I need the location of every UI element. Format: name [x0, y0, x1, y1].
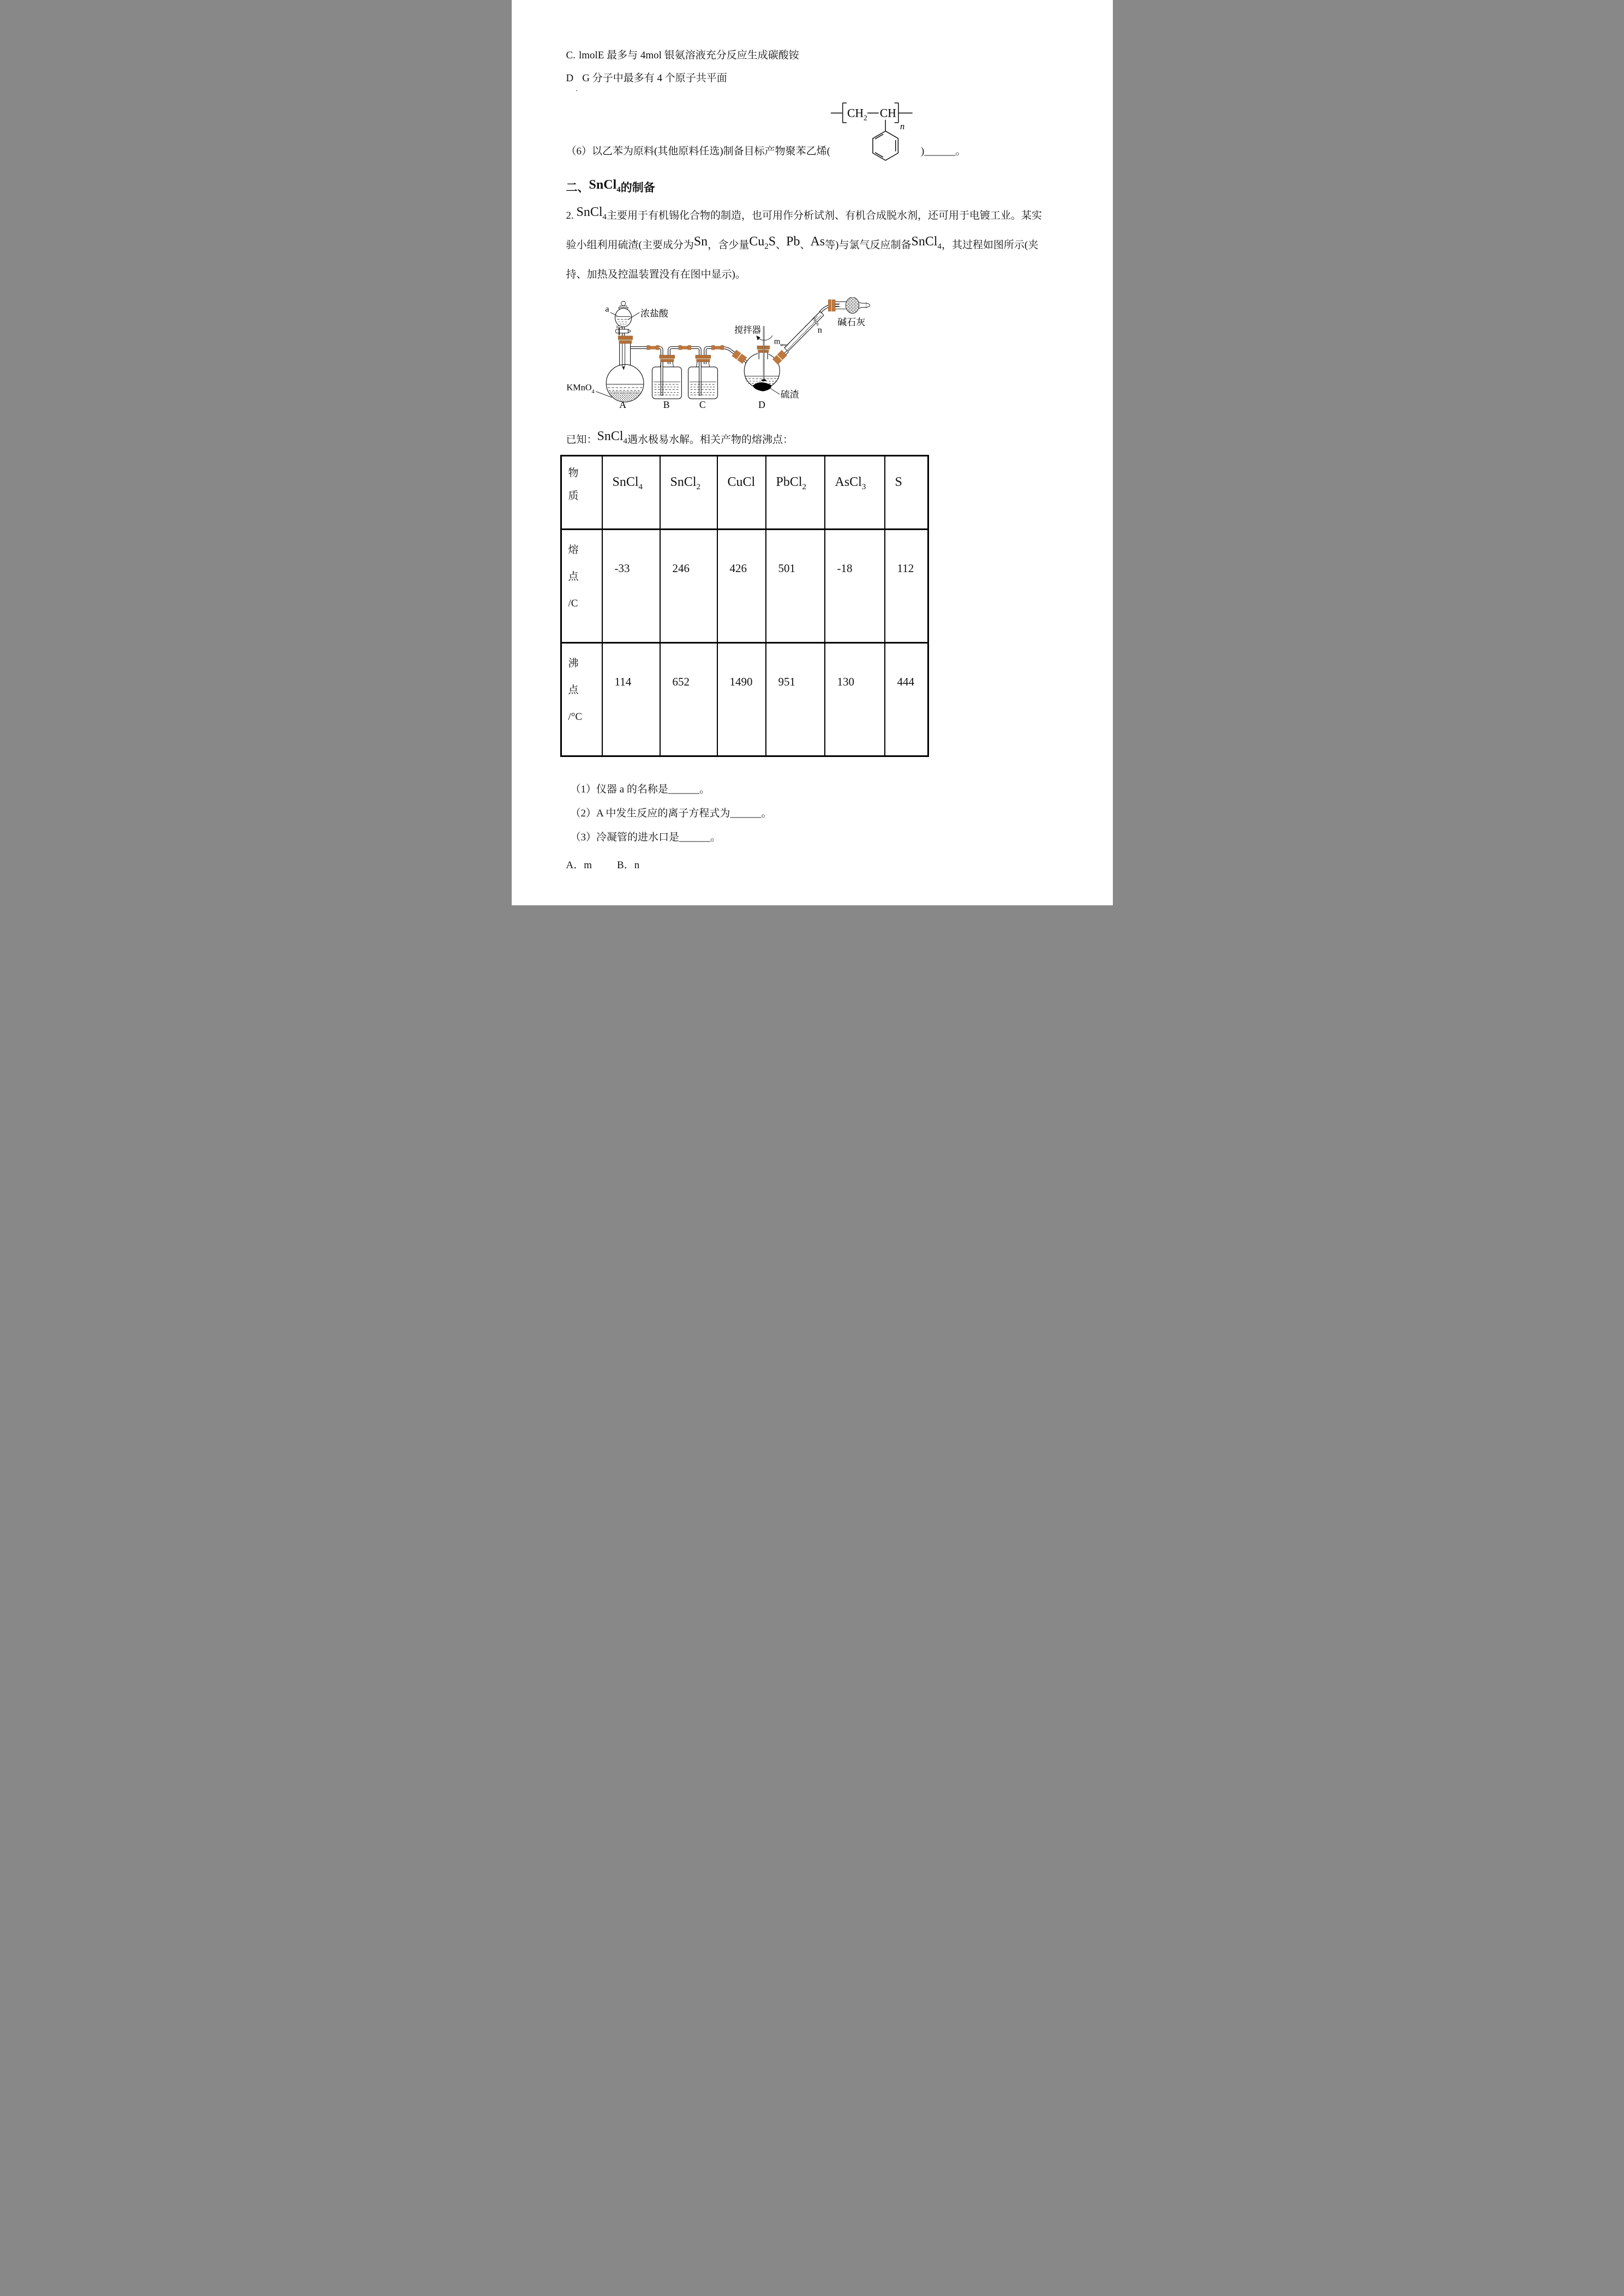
sncl4-formula: SnCl$_4$	[589, 178, 621, 194]
option-d-text: G 分子中最多有 4 个原子共平面	[582, 73, 727, 84]
polystyrene-structure	[830, 95, 918, 172]
label-a: a	[604, 304, 609, 314]
section-heading: 二、SnCl$_4$的制备	[566, 178, 655, 194]
sub-questions	[566, 782, 1065, 845]
header-substance: 物 质	[561, 456, 602, 530]
option-c-label: C.	[566, 50, 576, 61]
flask-a	[606, 336, 644, 402]
sub-question-1: （1）仪器 a 的名称是______。	[570, 784, 710, 795]
cell-value: 444	[885, 643, 928, 756]
cell-value: -18	[825, 530, 885, 643]
cell-value: 426	[717, 530, 766, 643]
header-sncl2: SnCl$_2$	[660, 456, 717, 530]
label-stirrer: 搅拌器	[734, 325, 761, 335]
header-ascl3: AsCl$_3$	[825, 456, 885, 530]
cell-value: 114	[602, 643, 660, 756]
cell-value: -33	[602, 530, 660, 643]
choices-row	[566, 858, 1065, 873]
question-6	[566, 95, 1065, 172]
apparatus-diagram	[566, 297, 915, 422]
header-pbcl2: PbCl$_2$	[766, 456, 825, 530]
row-label-melting: 熔 点 /C	[561, 530, 602, 643]
question-6-tail: )______。	[920, 146, 966, 157]
pointer-residue	[769, 388, 779, 394]
choice-b[interactable]: B．n	[617, 860, 640, 871]
cell-value: 652	[660, 643, 717, 756]
melting-boiling-table	[560, 455, 929, 757]
cell-value: 130	[825, 643, 885, 756]
bottle-b	[652, 355, 681, 399]
label-vessel-b: B	[663, 399, 670, 410]
cell-value: 951	[766, 643, 825, 756]
option-d-label: D	[566, 73, 574, 84]
drying-tube	[828, 297, 870, 314]
question-2-paragraph: 2. SnCl$_4$主要用于有机锡化合物的制造，也可用作分析试剂、有机合成脱水剂，还可用于电镀工业。某实 验小组利用硫渣(主要成分为Sn，含少量$Cu_2S$、Pb、As等)与氯气反应制备SnCl$_4$，其过程如图所示(夹 持、加热及控温装置没有在图中显示)。	[566, 205, 1042, 280]
row-label-boiling: 沸 点 /°C	[561, 643, 602, 756]
bottle-c	[688, 355, 717, 399]
condenser	[780, 311, 823, 351]
answer-blank-3[interactable]: ______	[679, 832, 711, 843]
header-s: S	[885, 456, 928, 530]
cell-value: 246	[660, 530, 717, 643]
stirrer-paddle	[761, 379, 766, 381]
header-cucl: CuCl	[717, 456, 766, 530]
label-kmno4: KMnO$_4$	[566, 382, 595, 395]
choice-a[interactable]: A．m	[566, 860, 592, 871]
n-subscript: n	[900, 121, 905, 132]
boiling-point-row	[561, 643, 928, 756]
cell-value: 112	[885, 530, 928, 643]
stray-mark: .	[576, 85, 578, 93]
known-info: 已知：SnCl$_4$遇水极易水解。相关产物的熔沸点：	[566, 429, 794, 446]
ch2-label: $CH_2$	[847, 106, 867, 122]
label-residue: 硫渣	[780, 389, 799, 400]
table-header-row	[561, 456, 928, 530]
melting-point-row	[561, 530, 928, 643]
label-n: n	[817, 325, 822, 335]
cell-value: 1490	[717, 643, 766, 756]
sub-question-2: （2）A 中发生反应的离子方程式为______。	[570, 808, 772, 819]
sub-question-3: （3）冷凝管的进水口是______。	[570, 832, 721, 843]
option-c	[566, 48, 1065, 63]
tube-connectors	[646, 345, 723, 350]
label-m: m	[774, 337, 780, 346]
label-soda-lime: 碱石灰	[837, 317, 865, 328]
label-hcl: 浓盐酸	[640, 308, 668, 319]
option-d	[566, 71, 1065, 86]
header-sncl4: SnCl$_4$	[602, 456, 660, 530]
answer-blank[interactable]: ______	[924, 146, 956, 157]
cell-value: 501	[766, 530, 825, 643]
label-vessel-d: D	[758, 399, 765, 410]
answer-blank-1[interactable]: ______	[668, 784, 699, 795]
label-vessel-a: A	[619, 399, 626, 410]
answer-blank-2[interactable]: ______	[730, 808, 762, 819]
ch-label: CH	[879, 106, 896, 120]
label-vessel-c: C	[699, 399, 706, 410]
rotation-arrow	[759, 335, 772, 340]
option-c-text: lmolE 最多与 4mol 银氨溶液充分反应生成碳酸铵	[578, 50, 799, 61]
question-6-text: （6）以乙苯为原料(其他原料任选)制备目标产物聚苯乙烯(	[566, 146, 830, 157]
worksheet-page	[512, 0, 1113, 905]
